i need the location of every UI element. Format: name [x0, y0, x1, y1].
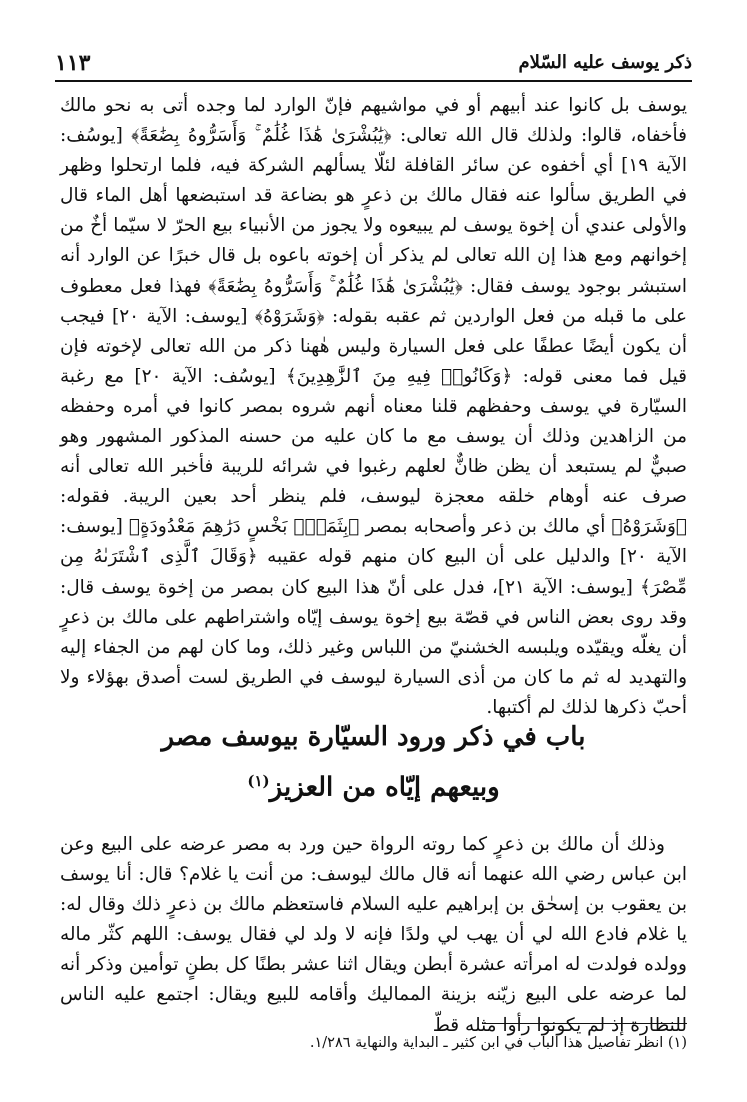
chapter-title-line-2 — [60, 759, 687, 810]
body-text-bottom — [60, 830, 687, 1041]
header-rule — [55, 80, 692, 82]
chapter-title-line-1: باب في ذكر ورود السيّارة بيوسف مصر — [161, 722, 586, 752]
paragraph: وذلك أن مالك بن ذعرٍ كما روته الرواة حين ورد به مصر عرضه على البيع وعن ابن عباس رضي الله عنهما أنه قال مالك ليوسف: من أنت يا غلام؟ قال: أنا يوسف بن يعقوب بن إسحٰق بن إبراهيم عليه السلام فاستعظم مالك بن ذعرٍ ذلك وقال له: يا غلام فادع الله لي أن يهب لي ولدًا فإنه لا ولد لي فقال يوسف: اللهم كثّر ماله وولده فولدت له امرأته عشرة أبطن ويقال اثنا عشر بطنًا كل بطنٍ توأمين وذكر أنه لما عرضه على البيع زيّنه بزينة المماليك وأقامه للبيع ويقال: اجتمع عليه الناس للنظارة إذ لم يكونوا رأوا مثله قطّ — [60, 834, 687, 1036]
chapter-title-text: وبيعهم إيّاه من العزيز — [269, 772, 500, 803]
body-text-top — [60, 91, 687, 723]
footnote-separator — [482, 1023, 687, 1024]
footnote-marker: (١) — [247, 772, 270, 790]
paragraph: يوسف بل كانوا عند أبيهم أو في مواشيهم فإنّ الوارد لما وجده أتى به نحو مالك فأخفاه، قالوا: ولذلك قال الله تعالى: ﴿يَٰبُشْرَىٰ هَٰذَا غُلَٰمٌ ۚ وَأَسَرُّوهُ بِضَٰعَةً﴾ [يوسُف: الآية ١٩] أي أخفوه عن سائر القافلة لئلّا يسألهم الشركة فيه، فلما ارتحلوا وظهر في الطريق سألوا عنه فقال مالك بن ذعرٍ هو بضاعة قد استبضعها أهل الماء قال والأولى عندي أن إخوة يوسف لم يبيعوه ولا يجوز من الأنبياء بيع الحرّ لا سيّما أخٌ من إخوانهم ومع هذا إن الله تعالى لم يذكر أن إخوته باعوه بل قال خبرًا عن الوارد أنه استبشر بوجود يوسف فقال: ﴿يَٰبُشْرَىٰ هَٰذَا غُلَٰمٌ ۚ وَأَسَرُّوهُ بِضَٰعَةً﴾ فهذا فعل معطوف على ما قبله من فعل الواردين ثم عقبه بقوله: ﴿وَشَرَوْهُ﴾ [يوسف: الآية ٢٠] فيجب أن يكون أيضًا عطفًا على فعل السيارة وليس هٰهنا ذكر من الله تعالى لإخوته فإن قيل فما معنى قوله: ﴿وَكَانُوا۟ فِيهِ مِنَ ٱلزَّٰهِدِينَ﴾ [يوسُف: الآية ٢٠] مع رغبة السيّارة في يوسف وحفظهم قلنا معناه أنهم شروه بمصر كانوا في أمره وحفظه من الزاهدين وذلك أن يوسف مع ما كان عليه من حسنه المذكور المشهور وهو صبيٌّ لم يستبعد أن يظن ظانٌّ لعلهم رغبوا في شرائه للريبة فأخبر الله تعالى أنه صرف عنه أوهام خلقه معجزة ليوسف، فلم ينظر أحد بعين الريبة. فقوله: ﴿وَشَرَوْهُ﴾ أي مالك بن ذعر وأصحابه بمصر ﴿بِثَمَنٍۭ بَخْسٍ دَرَٰهِمَ مَعْدُودَةٍ﴾ [يوسف: الآية ٢٠] والدليل على أن البيع كان منهم قوله عقيبه ﴿وَقَالَ ٱلَّذِى ٱشْتَرَىٰهُ مِن مِّصْرَ﴾ [يوسف: الآية ٢١]، فدل على أنّ هذا البيع كان بمصر من إخوة يوسف قال: وقد روى بعض الناس في قصّة بيع إخوة يوسف إيّاه واشتراطهم على مالك بن ذعرٍ أن يغلّه ويقيّده ويلبسه الخشنيّ من اللباس وغير ذلك، وما كان لهم من الجفاء إليه والتهديد له ثم ما كان من أذى السيارة ليوسف في الطريق لست أصدق بهؤلاء ولا أحبّ ذكرها لذلك لم أكتبها. — [60, 95, 688, 718]
chapter-heading — [60, 715, 687, 810]
running-header — [55, 48, 692, 82]
footnote: (١) انظر تفاصيل هذا الباب في ابن كثير ـ البداية والنهاية ١/٢٨٦. — [309, 1035, 687, 1051]
page-number: ١١٣ — [55, 50, 91, 76]
running-title: ذكر يوسف عليه السّلام — [518, 52, 692, 73]
